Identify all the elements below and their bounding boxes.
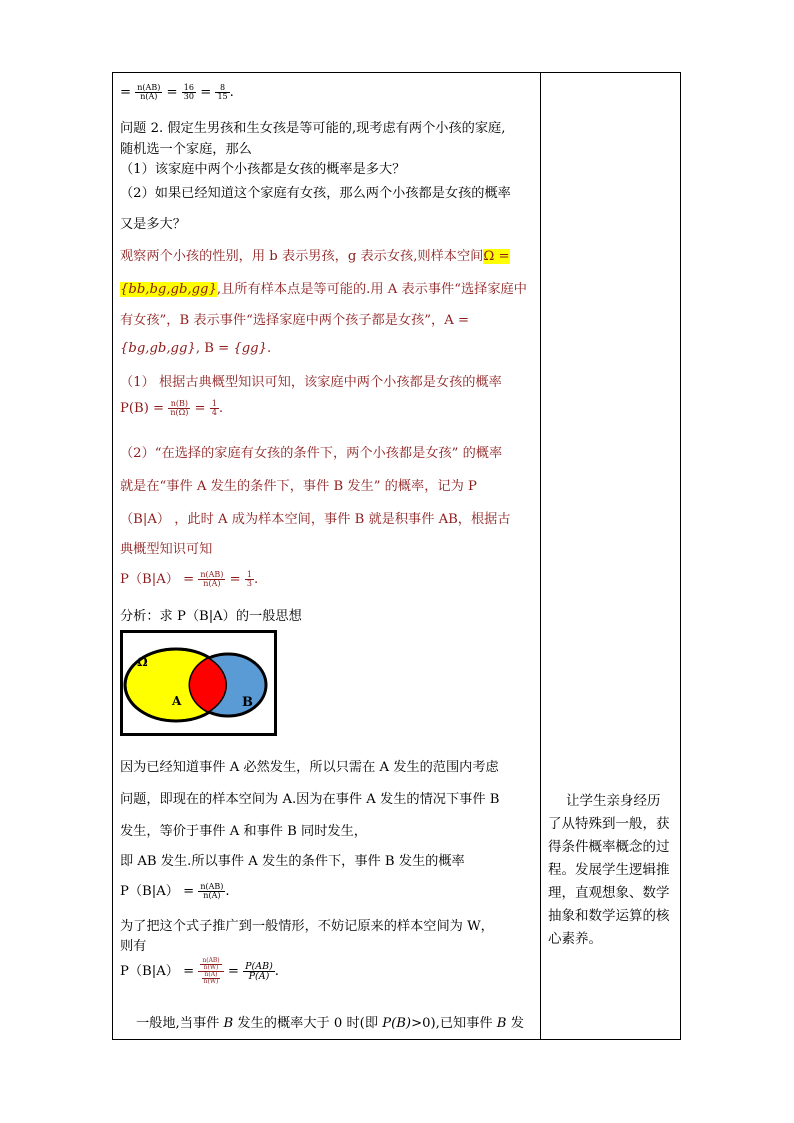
highlight-text: {bb,bg,gb,gg} <box>120 282 217 297</box>
observation-line-2 <box>120 278 527 297</box>
denominator: 4 <box>211 408 217 417</box>
observation-line-3: 有女孩”，B 表示事件“选择家庭中两个孩子都是女孩”，A = <box>120 313 469 328</box>
venn-svg <box>120 630 277 736</box>
omega-label: Ω <box>137 655 148 669</box>
observation-line-4 <box>120 341 271 356</box>
text: 观察两个小孩的性别，用 b 表示男孩，g 表示女孩,则样本空间 <box>120 249 484 264</box>
text: B <box>496 1016 507 1031</box>
text: = <box>166 85 178 100</box>
numerator: 16 <box>183 83 194 92</box>
text: = <box>120 85 132 100</box>
text: P（B|A） = <box>120 572 195 587</box>
problem-2-sub-1: （1）该家庭中两个小孩都是女孩的概率是多大？ <box>120 162 406 177</box>
fraction <box>202 972 221 985</box>
text: P（B|A） = <box>120 964 195 979</box>
solution-2-formula <box>120 568 258 588</box>
text: . <box>218 401 224 416</box>
observation-line-1 <box>120 245 510 264</box>
numerator: n(AB) <box>202 957 220 964</box>
text: . <box>229 85 234 100</box>
text: ,且所有样本点是等可能的.用 A 表示事件“选择家庭中 <box>216 282 527 297</box>
denominator: n(W) <box>200 964 221 971</box>
formula-line-1 <box>120 84 234 101</box>
label-b: B <box>242 695 253 710</box>
paragraph-line-4: 即 AB 发生.所以事件 A 发生的条件下，事件 B 发生的概率 <box>120 854 465 869</box>
fraction <box>210 400 219 417</box>
upper-part <box>198 958 223 971</box>
highlight-text: Ω = <box>483 249 510 264</box>
text: = <box>227 964 239 979</box>
numerator: n(AB) <box>200 570 224 579</box>
denominator: 3 <box>246 579 252 588</box>
denominator: n(W) <box>203 978 219 985</box>
denominator: 30 <box>183 92 194 101</box>
design-intent-note: 让学生亲身经历了从特殊到一般，获得条件概率概念的过程。发展学生逻辑推理，直观想象、数学抽象和数学运算的核心素养。 <box>548 793 670 947</box>
text: . <box>225 884 230 899</box>
problem-2-sub-2a: （2）如果已经知道这个家庭有女孩，那么两个小孩都是女孩的概率 <box>120 186 511 201</box>
paragraph-line-3: 发生，等价于事件 A 和事件 B 同时发生， <box>120 824 367 839</box>
text: , B = <box>195 341 234 356</box>
solution-2-line-3: （B|A） ，此时 A 成为样本空间，事件 B 就是积事件 AB，根据古 <box>120 512 511 527</box>
text: 发生的概率大于 0 时(即 <box>233 1016 383 1031</box>
problem-2-sub-2b: 又是多大？ <box>120 217 186 232</box>
solution-1-line: （1） 根据古典概型知识可知，该家庭中两个小孩都是女孩的概率 <box>120 375 502 390</box>
text: {gg} <box>233 341 268 356</box>
text: = <box>229 572 241 587</box>
formula-pba <box>120 880 230 900</box>
fraction <box>182 84 196 101</box>
paragraph-line-9 <box>136 1012 524 1031</box>
text: P(B) <box>382 1016 412 1031</box>
solution-2-line-2: 就是在“事件 A 发生的条件下，事件 B 发生” 的概率，记为 P <box>120 479 477 494</box>
paragraph-line-1: 因为已经知道事件 A 必然发生，所以只需在 A 发生的范围内考虑 <box>120 760 499 775</box>
text: = <box>194 401 206 416</box>
fraction <box>215 84 229 101</box>
text: . <box>267 341 272 356</box>
numerator: P(AB) <box>245 960 273 972</box>
formula-general <box>120 958 279 985</box>
fraction <box>135 84 162 101</box>
text: P(B) = <box>120 401 165 416</box>
denominator: n(A) <box>198 891 225 900</box>
text: = <box>200 85 212 100</box>
numerator: 1 <box>246 570 252 579</box>
fraction <box>245 571 254 588</box>
denominator: n(Ω) <box>170 408 189 417</box>
problem-2-line-2: 随机选一个家庭，那么 <box>120 142 252 157</box>
label-a: A <box>172 694 182 708</box>
text: . <box>253 572 259 587</box>
numerator: n(AB) <box>200 882 224 891</box>
solution-2-line-4: 典概型知识可知 <box>120 542 213 557</box>
lower-part <box>198 971 223 985</box>
numerator: 1 <box>211 399 217 408</box>
fraction <box>200 958 221 971</box>
denominator: n(A) <box>135 92 162 101</box>
text: >0),已知事件 <box>411 1016 497 1031</box>
text: B <box>223 1016 234 1031</box>
solution-1-formula <box>120 400 223 417</box>
denominator: n(A) <box>198 579 225 588</box>
denominator: 15 <box>217 92 228 101</box>
numerator: n(AB) <box>137 83 161 92</box>
text: 一般地,当事件 <box>136 1016 224 1031</box>
compound-fraction <box>198 958 223 985</box>
paragraph-line-6: 为了把这个式子推广到一般情形，不妨记原来的样本空间为 W， <box>120 919 494 934</box>
analysis-heading: 分析：求 P（B|A）的一般思想 <box>120 609 302 624</box>
text: . <box>274 964 279 979</box>
column-divider <box>540 72 541 1040</box>
text: P（B|A） = <box>120 884 195 899</box>
fraction <box>243 962 275 982</box>
solution-2-line-1: （2）“在选择的家庭有女孩的条件下，两个小孩都是女孩” 的概率 <box>120 446 503 461</box>
fraction <box>198 883 225 900</box>
paragraph-line-7: 则有 <box>120 939 147 954</box>
fraction <box>198 571 225 588</box>
fraction <box>168 400 190 417</box>
numerator: n(B) <box>170 399 188 408</box>
numerator: 8 <box>220 83 226 92</box>
problem-2-line-1: 问题 2. 假定生男孩和生女孩是等可能的,现考虑有两个小孩的家庭, <box>120 121 506 136</box>
text: 发 <box>506 1016 524 1031</box>
venn-diagram <box>120 630 277 736</box>
text: {bg,gb,gg} <box>120 341 196 356</box>
denominator: P(A) <box>243 971 275 982</box>
numerator: n(A) <box>204 971 218 978</box>
paragraph-line-2: 问题，即现在的样本空间为 A.因为在事件 A 发生的情况下事件 B <box>120 792 500 807</box>
